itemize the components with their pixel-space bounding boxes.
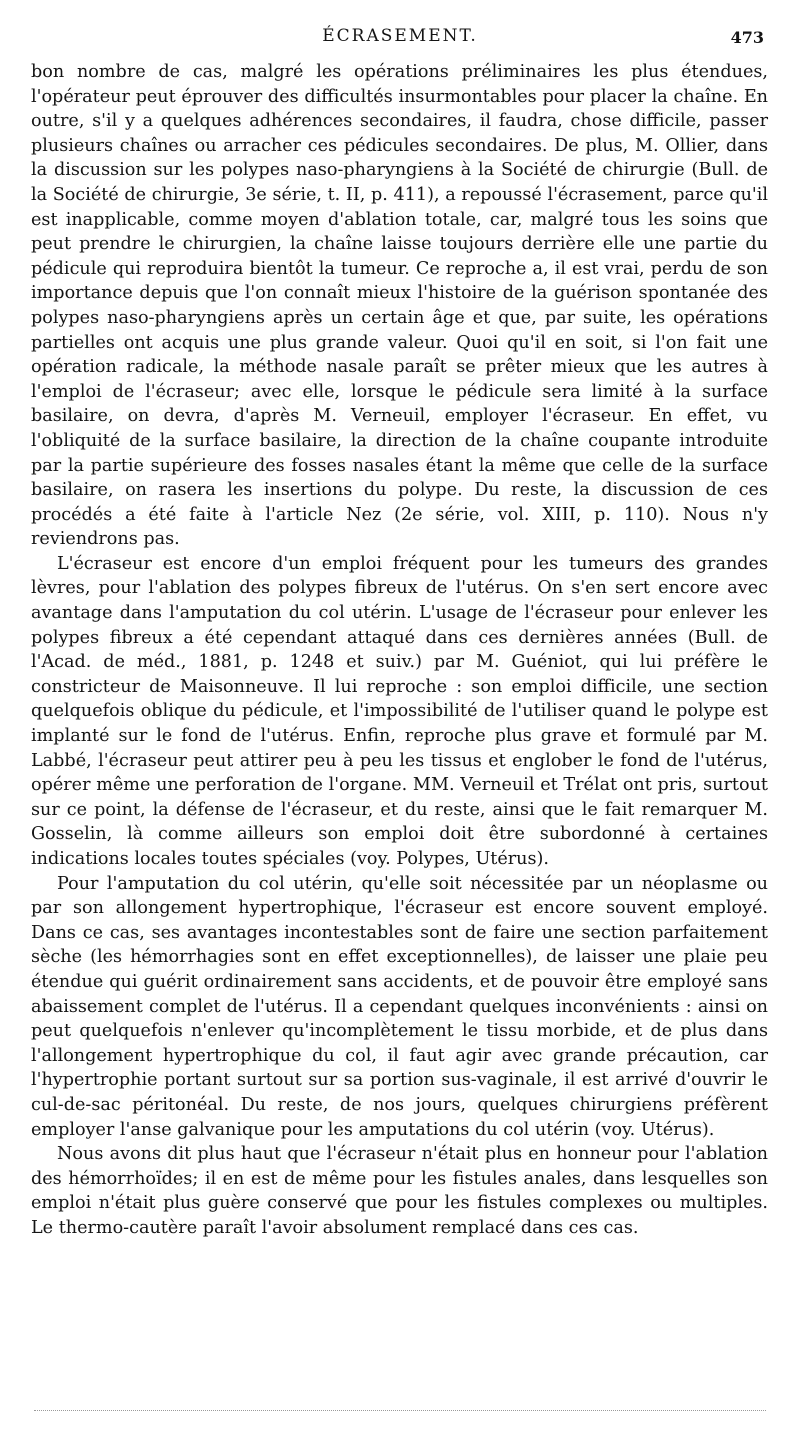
body-text — [31, 60, 768, 1241]
paragraph-4: Nous avons dit plus haut que l'écraseur n'était plus en honneur pour l'ablation des hémorrhoïdes; il en est de même pour les fistules anales, dans lesquelles son emploi n'était plus guère conservé que pour les fistules complexes ou multiples. Le thermo-cautère paraît l'avoir absolument remplacé dans ces cas. — [31, 1144, 768, 1238]
page-number: 473 — [730, 28, 764, 47]
paragraph-1: bon nombre de cas, malgré les opérations préliminaires les plus étendues, l'opérateur peut éprouver des difficultés insurmontables pour placer la chaîne. En outre, s'il y a quelques adhérences secondaires, il faudra, chose difficile, passer plusieurs chaînes ou arracher ces pédicules secondaires. De plus, M. Ollier, dans la discussion sur les polypes naso-pharyngiens à la Société de chirurgie (Bull. de la Société de chirurgie, 3e série, t. II, p. 411), a repoussé l'écrasement, parce qu'il est inapplicable, comme moyen d'ablation totale, car, malgré tous les soins que peut prendre le chirurgien, la chaîne laisse toujours derrière elle une partie du pédicule qui reproduira bientôt la tumeur. Ce reproche a, il est vrai, perdu de son importance depuis que l'on connaît mieux l'histoire de la guérison spontanée des polypes naso-pharyngiens après un certain âge et que, par suite, les opérations partielles ont acquis une plus grande valeur. Quoi qu'il en soit, si l'on fait une opération radicale, la méthode nasale paraît se prêter mieux que les autres à l'emploi de l'écraseur; avec elle, lorsque le pédicule sera limité à la surface basilaire, on devra, d'après M. Verneuil, employer l'écraseur. En effet, vu l'obliquité de la surface basilaire, la direction de la chaîne coupante introduite par la partie supérieure des fosses nasales étant la même que celle de la surface basilaire, on rasera les insertions du polype. Du reste, la discussion de ces procédés a été faite à l'article Nez (2e série, vol. XIII, p. 110). Nous n'y reviendrons pas. — [31, 62, 768, 550]
page-header — [30, 26, 770, 52]
paragraph-2: L'écraseur est encore d'un emploi fréquent pour les tumeurs des grandes lèvres, pour l'ablation des polypes fibreux de l'utérus. On s'en sert encore avec avantage dans l'amputation du col utérin. L'usage de l'écraseur pour enlever les polypes fibreux a été cependant attaqué dans ces dernières années (Bull. de l'Acad. de méd., 1881, p. 1248 et suiv.) par M. Guéniot, qui lui préfère le constricteur de Maisonneuve. Il lui reproche : son emploi difficile, une section quelquefois oblique du pédicule, et l'impossibilité de l'utiliser quand le polype est implanté sur le fond de l'utérus. Enfin, reproche plus grave et formulé par M. Labbé, l'écraseur peut attirer peu à peu les tissus et englober le fond de l'utérus, opérer même une perforation de l'organe. MM. Verneuil et Trélat ont pris, surtout sur ce point, la défense de l'écraseur, et du reste, ainsi que le fait remarquer M. Gosselin, là comme ailleurs son emploi doit être subordonné à certaines indications locales toutes spéciales (voy. Polypes, Utérus). — [31, 553, 768, 869]
footer-dotted-rule — [34, 1410, 766, 1411]
paragraph-3: Pour l'amputation du col utérin, qu'elle soit nécessitée par un néoplasme ou par son allongement hypertrophique, l'écraseur est encore souvent employé. Dans ce cas, ses avantages incontestables sont de faire une section parfaitement sèche (les hémorrhagies sont en effet exceptionnelles), de laisser une plaie peu étendue qui guérit ordinairement sans accidents, et de pouvoir être employé sans abaissement complet de l'utérus. Il a cependant quelques inconvénients : ainsi on peut quelquefois n'enlever qu'incomplètement le tissu morbide, et de plus dans l'allongement hypertrophique du col, il faut agir avec grande précaution, car l'hypertrophie portant surtout sur sa portion sus-vaginale, il est arrivé d'ouvrir le cul-de-sac péritonéal. Du reste, de nos jours, quelques chirurgiens préfèrent employer l'anse galvanique pour les amputations du col utérin (voy. Utérus). — [31, 873, 768, 1140]
running-title: ÉCRASEMENT. — [322, 26, 478, 46]
